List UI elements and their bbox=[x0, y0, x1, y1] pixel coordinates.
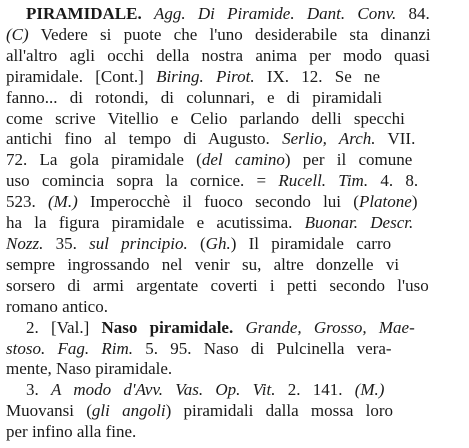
entry-line bbox=[6, 422, 463, 443]
italic-text: Biring. Pirot. bbox=[156, 66, 255, 86]
entry-line bbox=[6, 318, 463, 339]
text-run: all'altro agli occhi della nostra anima per modo quasi bbox=[6, 45, 430, 65]
text-run: 84. bbox=[396, 4, 430, 23]
italic-text: Rucell. Tim. bbox=[278, 171, 369, 191]
entry-line bbox=[6, 129, 463, 150]
italic-text: (C) bbox=[6, 24, 29, 44]
text-run: romano antico. bbox=[6, 296, 108, 316]
italic-text: stoso. Fag. Rim. bbox=[6, 338, 133, 358]
entry-line bbox=[6, 255, 463, 276]
italic-text: (M.) bbox=[48, 192, 78, 212]
text-run: sempre ingrossando nel venir su, altre donzelle vi bbox=[6, 254, 400, 274]
text-run: 2. 141. bbox=[275, 380, 355, 400]
entry-line bbox=[6, 276, 463, 297]
text-run: per infino alla fine. bbox=[6, 422, 137, 442]
italic-text: del camino bbox=[201, 150, 285, 170]
entry-line bbox=[6, 67, 463, 88]
text-run: 3. bbox=[26, 380, 51, 400]
entry-line bbox=[6, 171, 463, 192]
entry-line bbox=[6, 109, 463, 130]
entry-line bbox=[6, 339, 463, 360]
text-run bbox=[233, 318, 245, 337]
italic-text: gli angoli bbox=[91, 401, 166, 421]
headword: Naso piramidale. bbox=[101, 317, 234, 337]
entry-line bbox=[6, 213, 463, 234]
dictionary-entry bbox=[6, 4, 463, 443]
italic-text: Serlio, Arch. bbox=[282, 129, 376, 149]
text-run: come scrive Vitellio e Celio parlando delli specchi bbox=[6, 108, 405, 128]
text-run: ) per il comune bbox=[284, 150, 413, 170]
entry-line bbox=[6, 192, 463, 213]
text-run: 72. La gola piramidale ( bbox=[6, 150, 202, 170]
text-run: ) bbox=[411, 192, 418, 212]
headword: PIRAMIDALE. bbox=[26, 4, 142, 23]
text-run: Imperocchè il fuoco secondo lui ( bbox=[77, 192, 359, 212]
text-run: Vedere si puote che l'uno desiderabile sta dinanzi bbox=[28, 24, 431, 44]
text-run: fanno... di rotondi, di colunnari, e di piramidali bbox=[6, 87, 383, 107]
entry-line bbox=[6, 4, 463, 25]
text-run: 5. 95. Naso di Pulcinella vera- bbox=[132, 338, 392, 358]
text-run: ) Il piramidale carro bbox=[230, 233, 392, 253]
text-run: uso comincia sopra la cornice. = bbox=[6, 171, 279, 191]
text-run: 2. [Val.] bbox=[26, 317, 102, 337]
entry-line bbox=[6, 234, 463, 255]
entry-line bbox=[6, 401, 463, 422]
italic-text: sul principio. bbox=[89, 233, 188, 253]
text-run: 523. bbox=[6, 192, 48, 212]
text-run: sorsero di armi argentate coverti i petti secondo l'uso bbox=[6, 275, 429, 295]
text-run: Muovansi ( bbox=[6, 401, 92, 421]
text-run: VII. bbox=[375, 129, 416, 149]
italic-text: Buonar. Descr. bbox=[304, 213, 414, 233]
text-run: 35. bbox=[43, 233, 90, 253]
text-run: ) piramidali dalla mossa loro bbox=[165, 401, 394, 421]
entry-line bbox=[6, 297, 463, 318]
text-run: IX. 12. Se ne bbox=[254, 66, 381, 86]
text-run: piramidale. [Cont.] bbox=[6, 66, 157, 86]
text-run: ha la figura piramidale e acutissima. bbox=[6, 213, 305, 233]
italic-text: Agg. Di Piramide. Dant. Conv. bbox=[153, 4, 397, 23]
text-run: ( bbox=[187, 233, 206, 253]
entry-line bbox=[6, 46, 463, 67]
text-run: antichi fino al tempo di Augusto. bbox=[6, 129, 283, 149]
italic-text: Gh. bbox=[205, 233, 231, 253]
text-run bbox=[142, 4, 154, 23]
italic-text: A modo d'Avv. Vas. Op. Vit. bbox=[51, 380, 276, 400]
entry-line bbox=[6, 380, 463, 401]
entry-line bbox=[6, 150, 463, 171]
italic-text: (M.) bbox=[354, 380, 385, 400]
entry-line bbox=[6, 359, 463, 380]
entry-line bbox=[6, 25, 463, 46]
text-run: 4. 8. bbox=[368, 171, 419, 191]
entry-line bbox=[6, 88, 463, 109]
italic-text: Grande, Grosso, Mae- bbox=[245, 317, 415, 337]
italic-text: Platone bbox=[358, 192, 412, 212]
italic-text: Nozz. bbox=[6, 233, 44, 253]
text-run: mente, Naso piramidale. bbox=[6, 359, 173, 379]
